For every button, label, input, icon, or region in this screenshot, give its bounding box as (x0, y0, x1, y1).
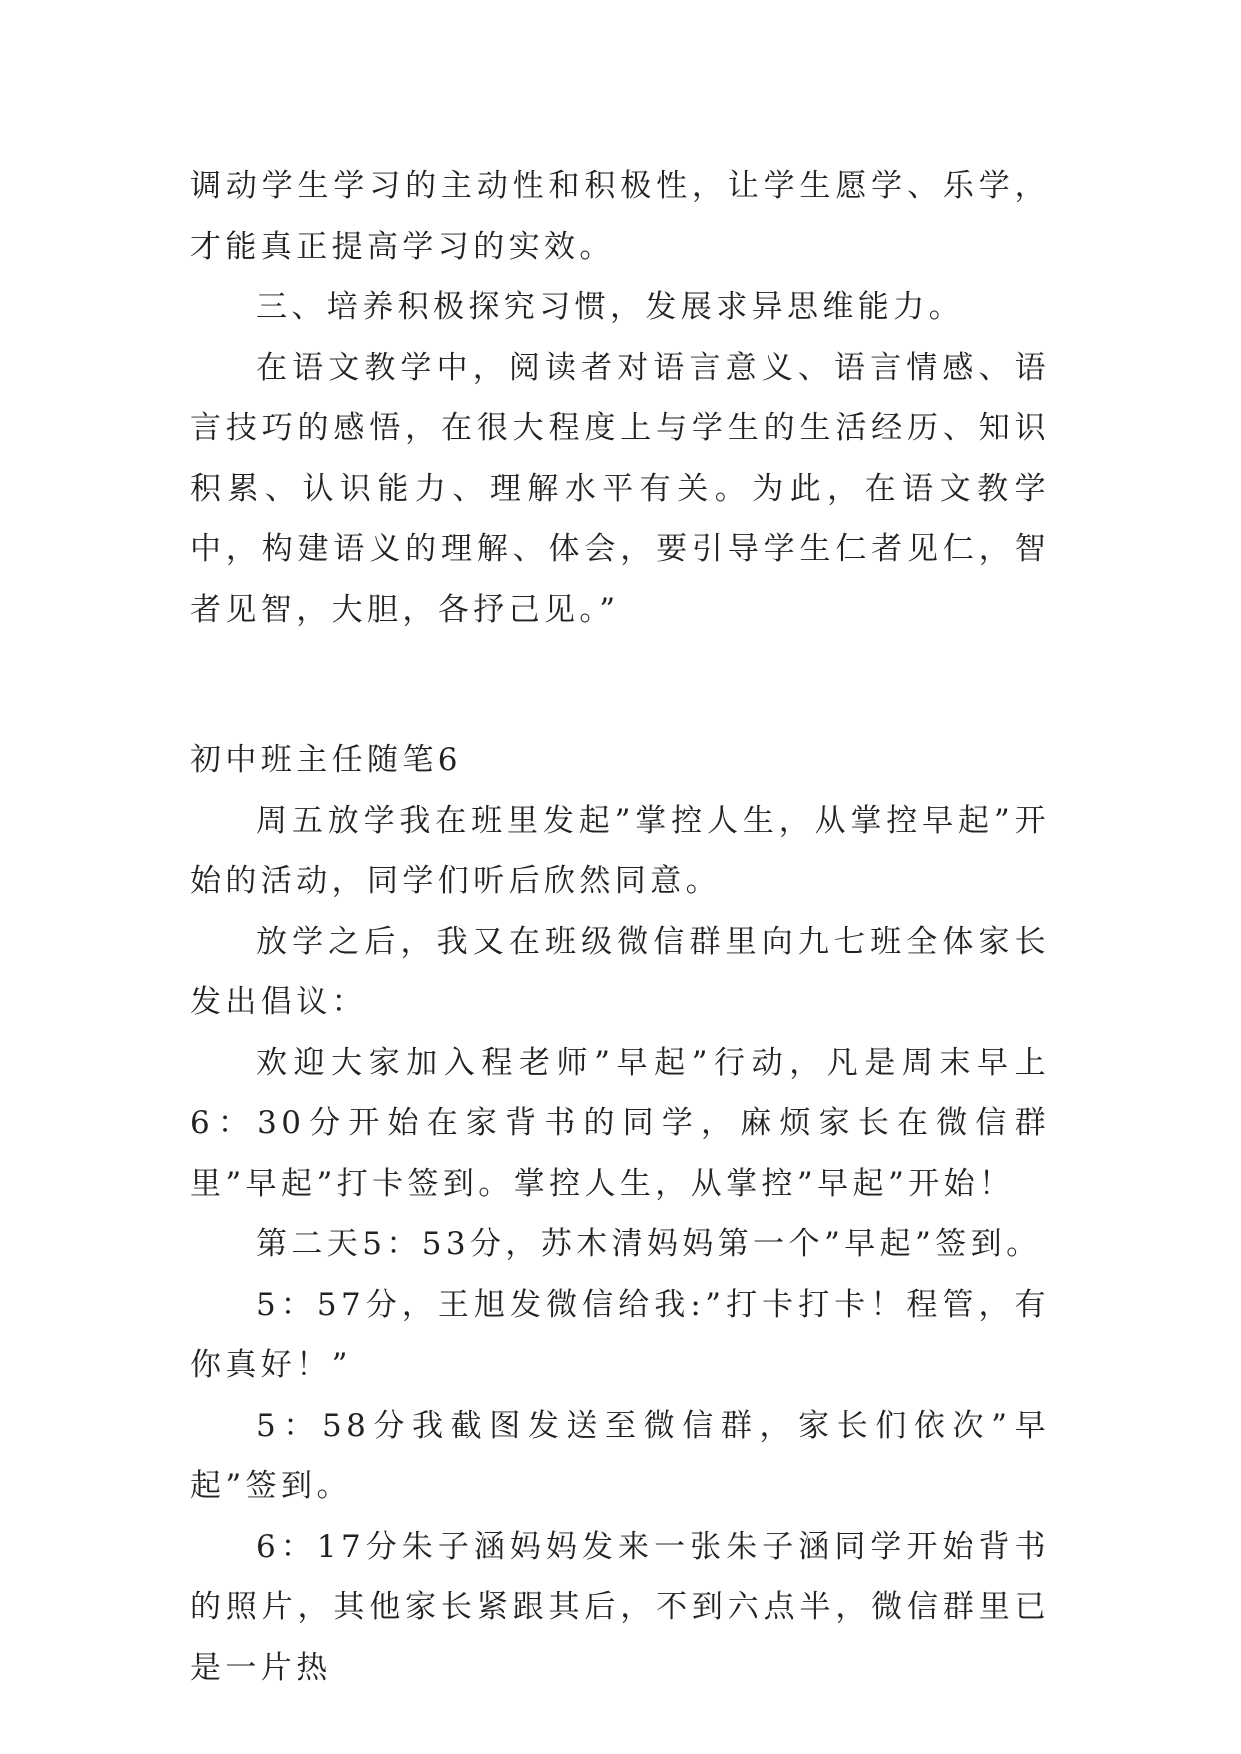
paragraph: 放学之后，我又在班级微信群里向九七班全体家长发出倡议： (190, 923, 1050, 1020)
section-spacer (190, 640, 1050, 730)
paragraph: 第二天5：53分，苏木清妈妈第一个”早起”签到。 (256, 1226, 1042, 1262)
paragraph: 6：17分朱子涵妈妈发来一张朱子涵同学开始背书的照片，其他家长紧跟其后，不到六点半，微信群里已是一片热 (190, 1528, 1050, 1686)
paragraph: 5：57分，王旭发微信给我:”打卡打卡！程管，有你真好！” (190, 1286, 1050, 1383)
paragraph-subheading: 三、培养积极探究习惯，发展求异思维能力。 (256, 289, 964, 325)
paragraph: 欢迎大家加入程老师”早起”行动，凡是周末早上6：30分开始在家背书的同学，麻烦家长在微信群里”早起”打卡签到。掌控人生，从掌控”早起”开始！ (190, 1044, 1050, 1202)
document-body (190, 156, 1050, 1698)
section-title: 初中班主任随笔6 (190, 742, 462, 778)
paragraph: 5：58分我截图发送至微信群，家长们依次”早起”签到。 (190, 1407, 1050, 1504)
paragraph-continuation: 调动学生学习的主动性和积极性，让学生愿学、乐学，才能真正提高学习的实效。 (190, 168, 1050, 265)
paragraph: 周五放学我在班里发起”掌控人生，从掌控早起”开始的活动，同学们听后欣然同意。 (190, 802, 1050, 899)
paragraph: 在语文教学中，阅读者对语言意义、语言情感、语言技巧的感悟，在很大程度上与学生的生活经历、知识积累、认识能力、理解水平有关。为此，在语文教学中，构建语义的理解、体会，要引导学生仁者见仁，智者见智，大胆，各抒己见。” (190, 349, 1050, 628)
